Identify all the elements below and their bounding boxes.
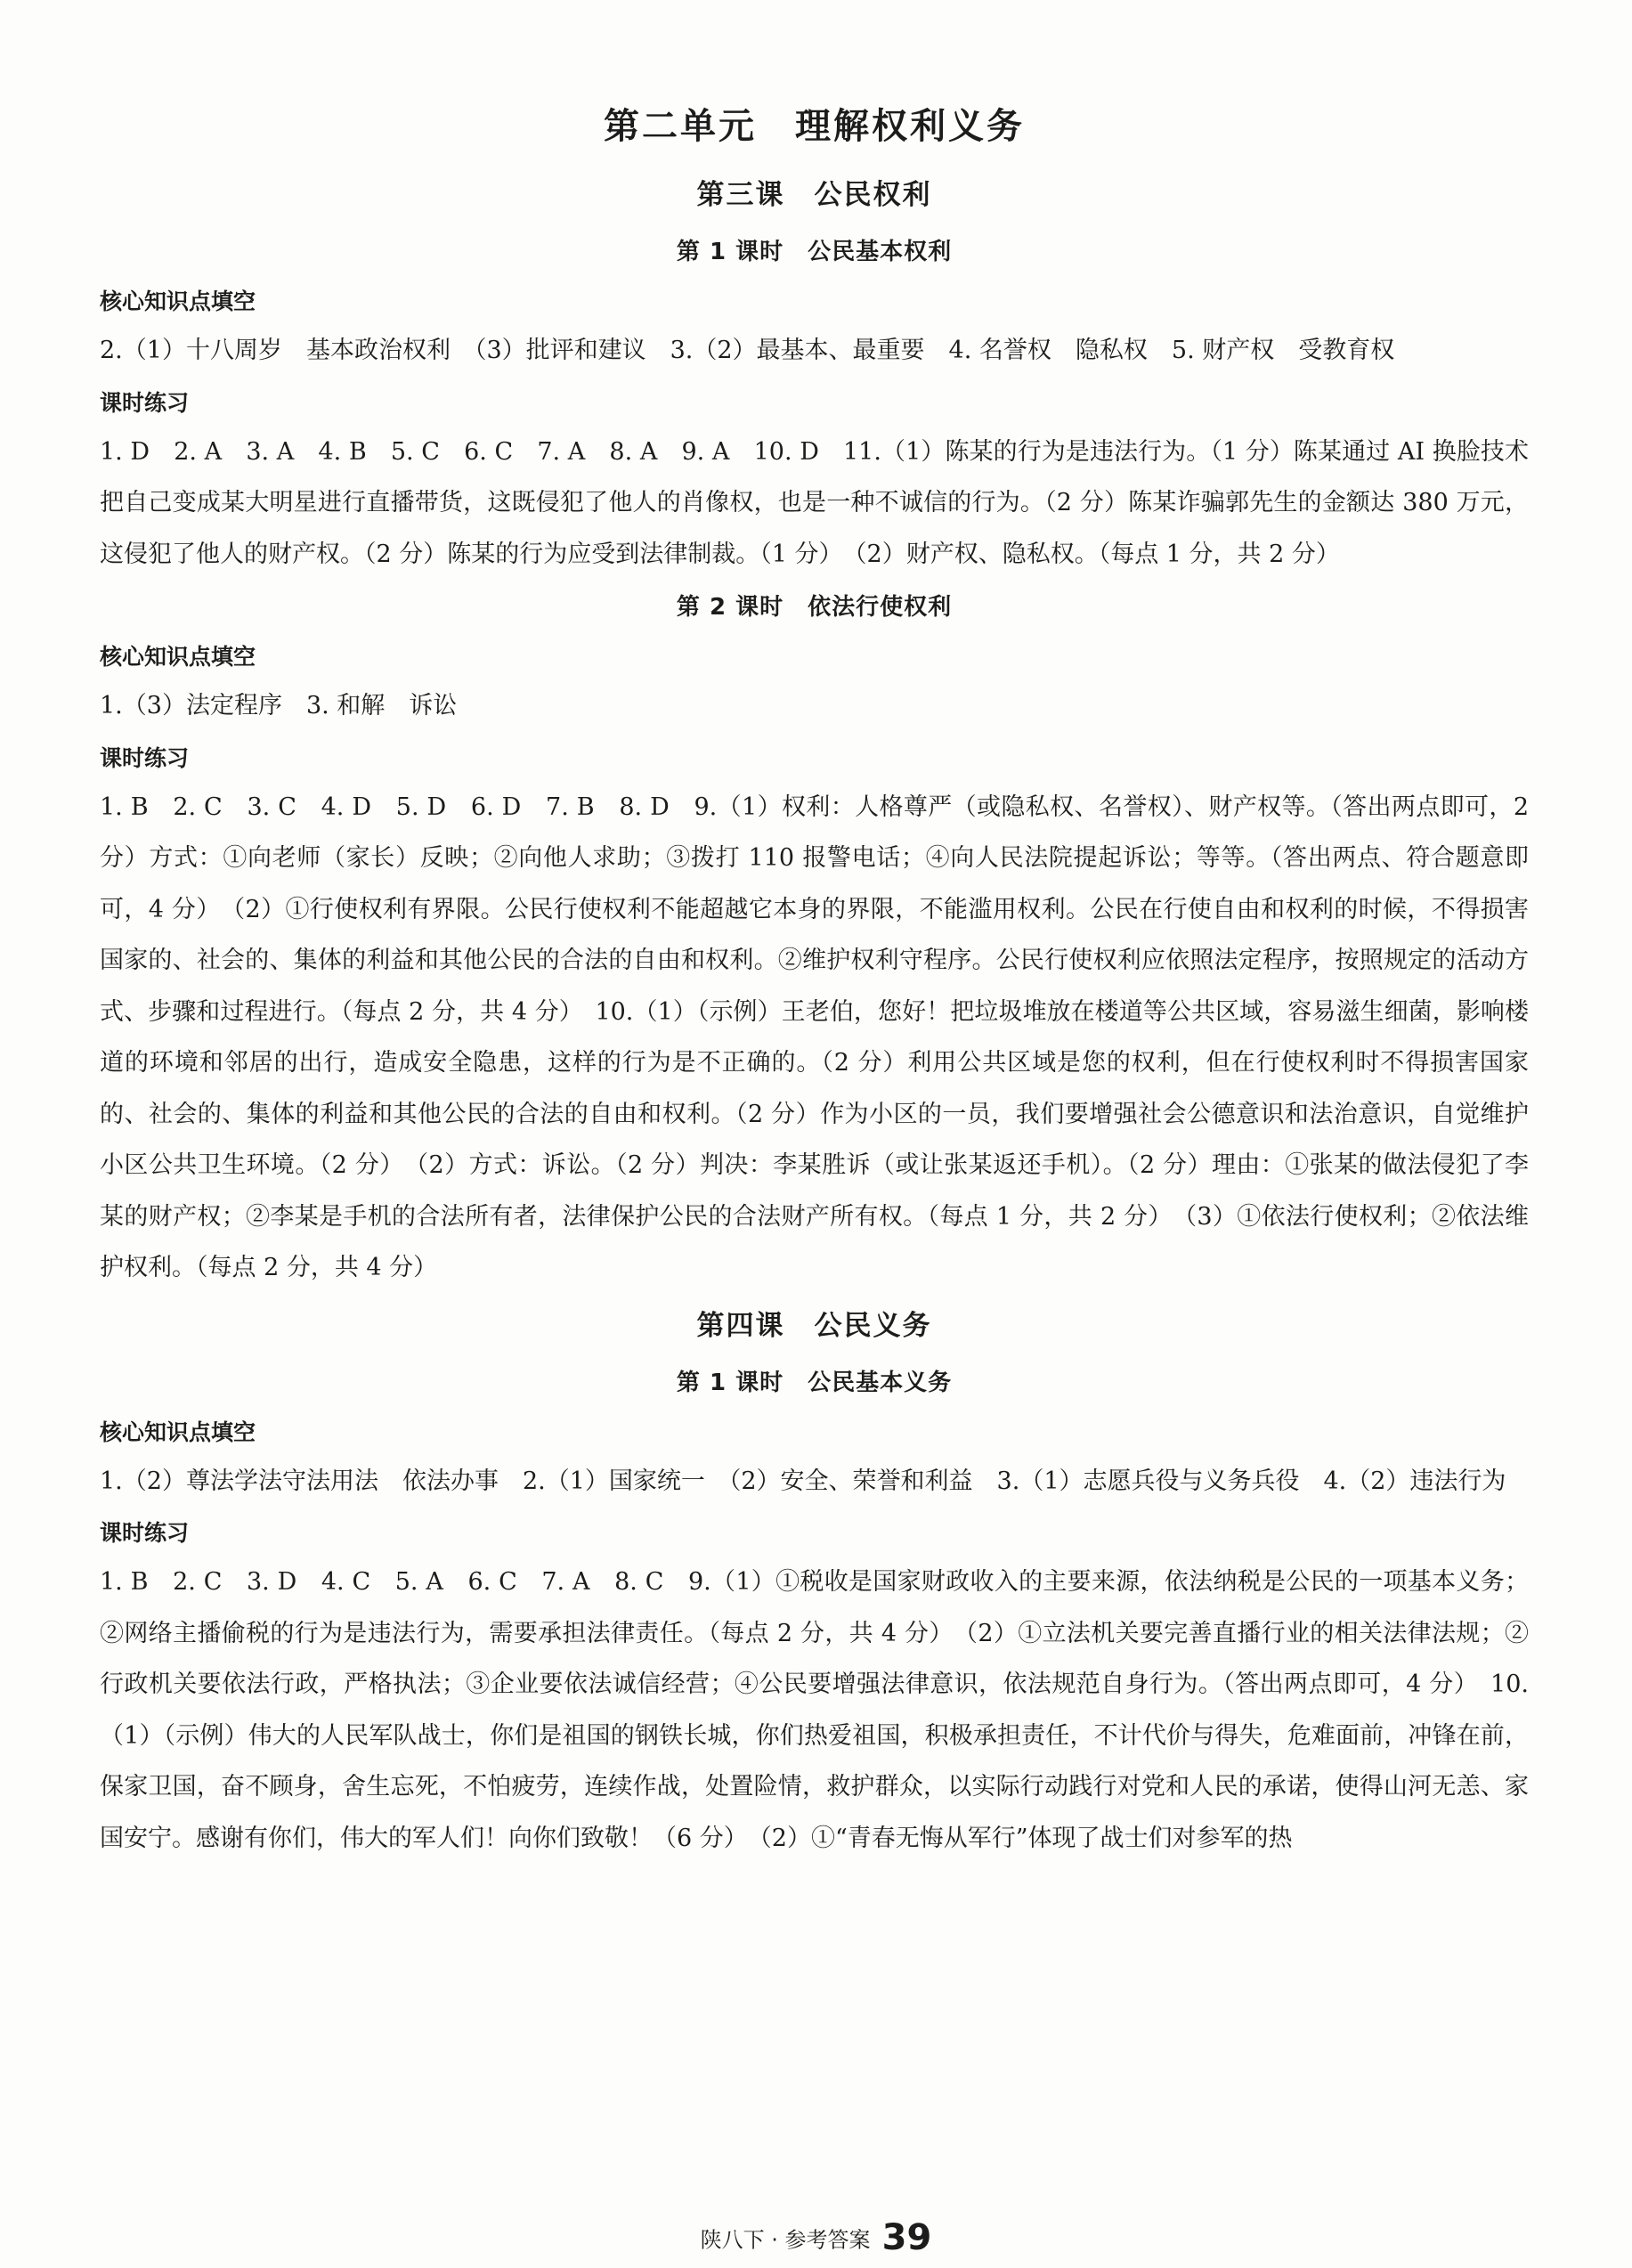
section-text: 1.（3）法定程序 3. 和解 诉讼	[100, 692, 458, 719]
unit-title: 第二单元 理解权利义务	[604, 106, 1025, 147]
section	[100, 1516, 1529, 1864]
section-text: 1. D 2. A 3. A 4. B 5. C 6. C 7. A 8. A 9. A 10. D 11.（1）陈某的行为是违法行为。（1 分）陈某通过 AI 换脸技术把自己变成某大明星进行直播带货，这既侵犯了他人的肖像权，也是一种不诚信的行为。（2 分）陈某诈骗郭先生的金额达 380 万元，这侵犯了他人的财产权。（2 分）陈某的行为应受到法律制裁。（1 分） （2）财产权、隐私权。（每点 1 分，共 2 分）	[100, 437, 1529, 568]
footer-label: 陕八下 · 参考答案	[700, 2227, 871, 2253]
section-text: 2.（1）十八周岁 基本政治权利 （3）批评和建议 3.（2）最基本、最重要 4. 名誉权 隐私权 5. 财产权 受教育权	[100, 337, 1395, 364]
section	[100, 1415, 1529, 1508]
section-text: 1. B 2. C 3. D 4. C 5. A 6. C 7. A 8. C 9.（1）①税收是国家财政收入的主要来源，依法纳税是公民的一项基本义务；②网络主播偷税的行为是违法行为，需要承担法律责任。（每点 2 分，共 4 分） （2）①立法机关要完善直播行业的相关法律法规；②行政机关要依法行政，严格执法；③企业要依法诚信经营；④公民要增强法律意识，依法规范自身行为。（答出两点即可，4 分） 10.（1）（示例）伟大的人民军队战士，你们是祖国的钢铁长城，你们热爱祖国，积极承担责任，不计代价与得失，危难面前，冲锋在前，保家卫国，奋不顾身，舍生忘死，不怕疲劳，连续作战，处置险情，救护群众，以实际行动践行对党和人民的承诺，使得山河无恙、家国安宁。感谢有你们，伟大的军人们！向你们致敬！（6 分） （2）①“青春无悔从军行”体现了战士们对参军的热	[100, 1568, 1529, 1852]
page-footer	[0, 2217, 1632, 2258]
section	[100, 284, 1529, 377]
answer-page	[100, 89, 1529, 1873]
section-heading: 核心知识点填空	[100, 1419, 256, 1445]
lesson-title: 第四课 公民义务	[696, 1309, 932, 1342]
section	[100, 386, 1529, 581]
section-heading: 核心知识点填空	[100, 289, 256, 314]
page-number: 39	[881, 2217, 932, 2258]
period-title: 第 1 课时 公民基本权利	[676, 239, 953, 265]
section-text: 1. B 2. C 3. C 4. D 5. D 6. D 7. B 8. D 9.（1）权利：人格尊严（或隐私权、名誉权）、财产权等。（答出两点即可，2 分）方式：①向老师（家长）反映；②向他人求助；③拨打 110 报警电话；④向人民法院提起诉讼；等等。（答出两点、符合题意即可，4 分） （2）①行使权利有界限。公民行使权利不能超越它本身的界限，不能滥用权利。公民在行使自由和权利的时候，不得损害国家的、社会的、集体的利益和其他公民的合法的自由和权利。②维护权利守程序。公民行使权利应依照法定程序，按照规定的活动方式、步骤和过程进行。（每点 2 分，共 4 分） 10.（1）（示例）王老伯，您好！把垃圾堆放在楼道等公共区域，容易滋生细菌，影响楼道的环境和邻居的出行，造成安全隐患，这样的行为是不正确的。（2 分）利用公共区域是您的权利，但在行使权利时不得损害国家的、社会的、集体的利益和其他公民的合法的自由和权利。（2 分）作为小区的一员，我们要增强社会公德意识和法治意识，自觉维护小区公共卫生环境。（2 分） （2）方式：诉讼。（2 分）判决：李某胜诉（或让张某返还手机）。（2 分）理由：①张某的做法侵犯了李某的财产权；②李某是手机的合法所有者，法律保护公民的合法财产所有权。（每点 1 分，共 2 分） （3）①依法行使权利；②依法维护权利。（每点 2 分，共 4 分）	[100, 793, 1529, 1281]
lesson-title: 第三课 公民权利	[696, 179, 932, 211]
period-title: 第 1 课时 公民基本义务	[676, 1369, 953, 1396]
section-text: 1.（2）尊法学法守法用法 依法办事 2.（1）国家统一 （2）安全、荣誉和利益 3.（1）志愿兵役与义务兵役 4.（2）违法行为	[100, 1467, 1506, 1495]
section	[100, 741, 1529, 1294]
section	[100, 639, 1529, 732]
section-heading: 课时练习	[100, 744, 190, 771]
section-heading: 核心知识点填空	[100, 644, 256, 670]
period-title: 第 2 课时 依法行使权利	[676, 594, 953, 621]
section-heading: 课时练习	[100, 1520, 190, 1546]
section-heading: 课时练习	[100, 389, 190, 416]
